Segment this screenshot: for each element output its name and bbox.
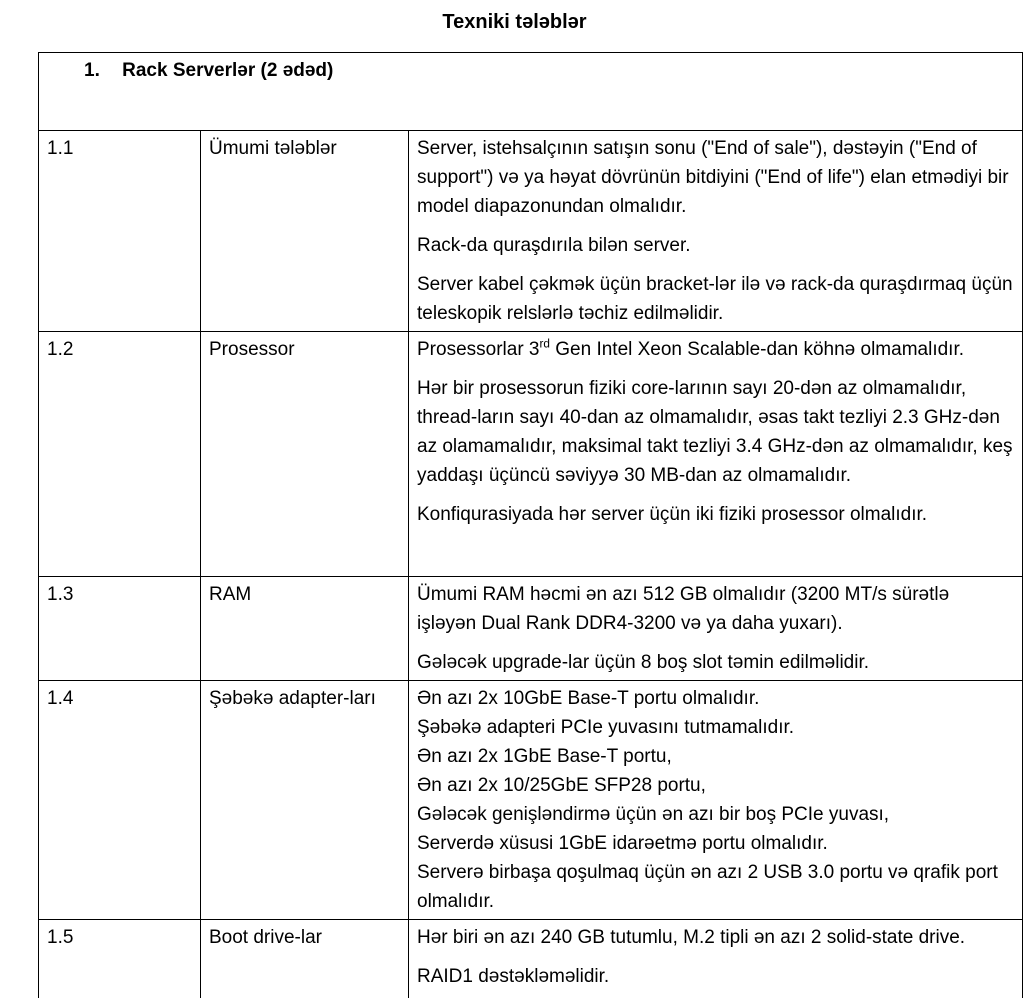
requirement-paragraph: Ən azı 2x 1GbE Base-T portu, bbox=[417, 746, 672, 767]
row-name-cell: Boot drive-lar bbox=[201, 920, 409, 998]
requirement-paragraph: Serverdə xüsusi 1GbE idarəetmə portu olmalıdır. bbox=[417, 833, 828, 854]
table-row bbox=[39, 131, 1023, 332]
section-number: 1. bbox=[84, 60, 100, 81]
requirement-paragraph: Ən azı 2x 10GbE Base-T portu olmalıdır. bbox=[417, 688, 760, 709]
superscript-text: rd bbox=[539, 337, 550, 351]
text-segment: Gen Intel Xeon Scalable-dan köhnə olmamalıdır. bbox=[549, 339, 964, 360]
requirements-table bbox=[38, 52, 1023, 998]
section-title: Rack Serverlər (2 ədəd) bbox=[122, 60, 334, 81]
requirement-paragraph: Gələcək genişləndirmə üçün ən azı bir boş PCIe yuvası, bbox=[417, 804, 890, 825]
row-requirements-cell bbox=[409, 920, 1023, 998]
table-section-header-row bbox=[39, 53, 1023, 131]
requirements-table-body bbox=[39, 53, 1023, 998]
requirement-paragraph: Şəbəkə adapteri PCIe yuvasını tutmamalıdır. bbox=[417, 717, 795, 738]
requirement-paragraph: Rack-da quraşdırıla bilən server. bbox=[417, 235, 691, 256]
requirement-paragraph: Serverə birbaşa qoşulmaq üçün ən azı 2 USB 3.0 portu və qrafik port olmalıdır. bbox=[417, 862, 998, 912]
section-header-cell bbox=[39, 53, 1023, 131]
row-name-cell: RAM bbox=[201, 577, 409, 681]
requirement-paragraph: Hər biri ən azı 240 GB tutumlu, M.2 tipli ən azı 2 solid-state drive. bbox=[417, 927, 966, 948]
requirement-paragraph: Gələcək upgrade-lar üçün 8 boş slot təmin edilməlidir. bbox=[417, 652, 870, 673]
requirement-paragraph: Ən azı 2x 10/25GbE SFP28 portu, bbox=[417, 775, 706, 796]
row-id-cell: 1.3 bbox=[39, 577, 201, 681]
row-requirements-cell bbox=[409, 131, 1023, 332]
requirement-paragraph: Ümumi RAM həcmi ən azı 512 GB olmalıdır (3200 MT/s sürətlə işləyən Dual Rank DDR4-3200 və ya daha yuxarı). bbox=[417, 584, 950, 634]
row-requirements-cell bbox=[409, 332, 1023, 577]
row-requirements-cell bbox=[409, 577, 1023, 681]
requirement-paragraph bbox=[417, 335, 1013, 364]
requirement-paragraph: Server, istehsalçının satışın sonu ("End of sale"), dəstəyin ("End of support") və ya həyat dövrünün bitdiyini ("End of life") elan etmədiyi bir model diapazonundan olmalıdır. bbox=[417, 138, 1009, 217]
row-id-cell: 1.4 bbox=[39, 681, 201, 920]
row-id-cell: 1.1 bbox=[39, 131, 201, 332]
row-id-cell: 1.5 bbox=[39, 920, 201, 998]
page-title: Texniki tələblər bbox=[442, 11, 587, 33]
row-name-cell: Ümumi tələblər bbox=[201, 131, 409, 332]
row-name-cell: Prosessor bbox=[201, 332, 409, 577]
table-row bbox=[39, 920, 1023, 998]
row-id-cell: 1.2 bbox=[39, 332, 201, 577]
text-segment: Prosessorlar 3 bbox=[417, 339, 540, 360]
requirement-paragraph: Hər bir prosessorun fiziki core-larının sayı 20-dən az olmamalıdır, thread-ların sayı 40-dan az olmamalıdır, əsas takt tezliyi 2.3 GHz-dən az olamamalıdır, maksimal takt tezliyi 3.4 GHz-dən az olmamalıdır, keş yaddaşı üçüncü səviyyə 30 MB-dan az olmamalıdır. bbox=[417, 378, 1013, 486]
table-row bbox=[39, 681, 1023, 920]
row-name-cell: Şəbəkə adapter-ları bbox=[201, 681, 409, 920]
row-requirements-cell bbox=[409, 681, 1023, 920]
table-row bbox=[39, 577, 1023, 681]
requirement-paragraph: Server kabel çəkmək üçün bracket-lər ilə və rack-da quraşdırmaq üçün teleskopik relslərlə təchiz edilməlidir. bbox=[417, 274, 1013, 324]
requirement-paragraph: RAID1 dəstəkləməlidir. bbox=[417, 966, 610, 987]
requirement-paragraph: Konfiqurasiyada hər server üçün iki fiziki prosessor olmalıdır. bbox=[417, 504, 928, 525]
table-row bbox=[39, 332, 1023, 577]
